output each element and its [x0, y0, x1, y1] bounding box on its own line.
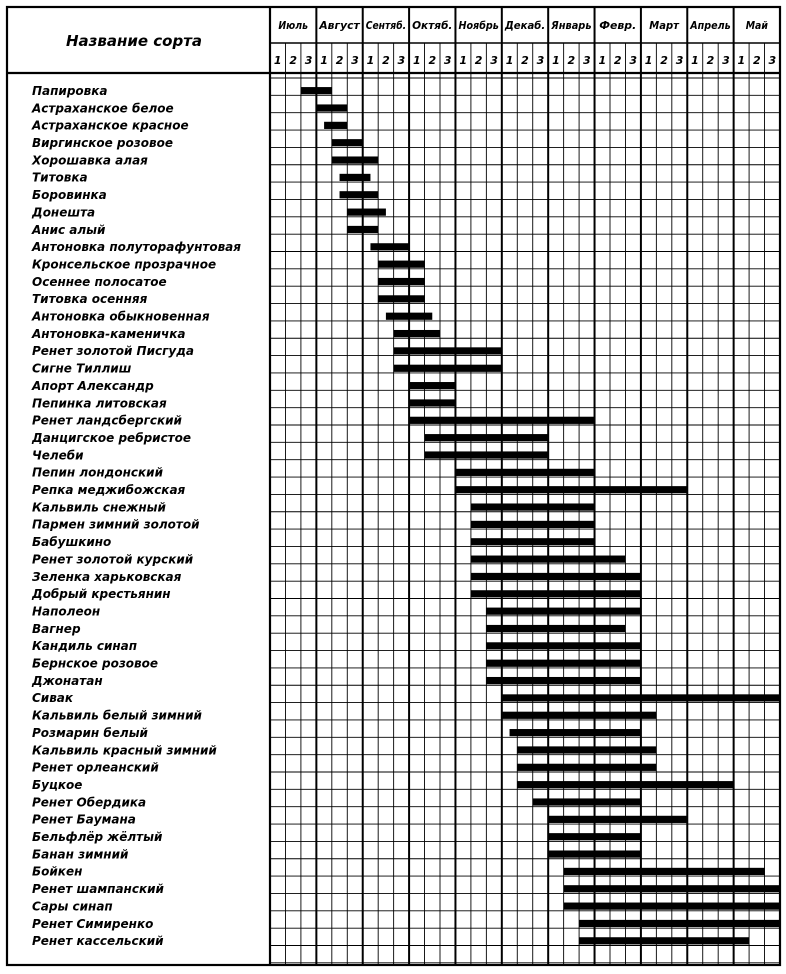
- ripening-bar: [378, 295, 424, 302]
- variety-name: Ренет Баумана: [32, 812, 136, 827]
- variety-name: Кальвиль красный зимний: [32, 743, 217, 758]
- month-label: Май: [745, 20, 769, 32]
- variety-name: Ренет золотой Писгуда: [32, 344, 194, 359]
- variety-name: Виргинское розовое: [32, 136, 173, 151]
- variety-name: Сивак: [32, 691, 74, 706]
- month-label: Июль: [278, 20, 309, 32]
- variety-name: Антоновка-каменичка: [32, 326, 186, 341]
- dekade-label: 3: [397, 54, 406, 67]
- dekade-label: 1: [459, 54, 468, 67]
- month-label: Ноябрь: [458, 20, 500, 32]
- dekade-label: 1: [737, 54, 746, 67]
- ripening-bar: [378, 261, 424, 268]
- month-label: Февр.: [599, 20, 637, 32]
- dekade-label: 3: [582, 54, 591, 67]
- dekade-label: 2: [289, 54, 298, 67]
- variety-name: Астраханское красное: [32, 118, 189, 133]
- ripening-bar: [579, 920, 780, 927]
- dekade-label: 1: [366, 54, 375, 67]
- variety-name: Джонатан: [32, 673, 103, 688]
- ripening-bar: [340, 191, 379, 198]
- dekade-label: 1: [691, 54, 699, 67]
- dekade-label: 3: [443, 54, 452, 67]
- ripening-bar: [370, 243, 409, 250]
- variety-name: Ренет золотой курский: [32, 552, 194, 567]
- dekade-label: 2: [660, 54, 668, 67]
- variety-name: Анис алый: [32, 222, 106, 237]
- variety-name: Бельфлёр жёлтый: [32, 830, 163, 845]
- variety-name: Боровинка: [32, 188, 107, 203]
- dekade-label: 3: [629, 54, 638, 67]
- month-label: Январь: [550, 20, 592, 32]
- variety-name: Пепин лондонский: [32, 465, 163, 480]
- variety-name: Ренет ландсбергский: [32, 413, 182, 428]
- variety-name: Апорт Александр: [32, 378, 154, 393]
- ripening-bar: [409, 382, 455, 389]
- ripening-bar: [471, 590, 641, 597]
- ripening-bar: [409, 399, 455, 406]
- variety-name: Донешта: [32, 205, 96, 220]
- variety-name: Бабушкино: [32, 535, 112, 550]
- ripening-bar: [579, 937, 749, 944]
- dekade-label: 3: [768, 54, 777, 67]
- ripening-bar: [471, 573, 641, 580]
- month-label: Август: [318, 20, 361, 32]
- dekade-label: 2: [521, 54, 529, 67]
- dekade-label: 1: [552, 54, 560, 67]
- dekade-label: 3: [536, 54, 545, 67]
- variety-name: Сигне Тиллиш: [32, 361, 132, 376]
- variety-name: Кальвиль снежный: [32, 500, 166, 515]
- ripening-bar: [486, 625, 625, 632]
- ripening-bar: [548, 816, 687, 823]
- month-label: Октяб.: [412, 20, 453, 32]
- variety-name: Осеннее полосатое: [32, 274, 167, 289]
- variety-name: Ренет кассельский: [32, 934, 164, 949]
- ripening-bar: [455, 469, 594, 476]
- bars-layer: [301, 87, 780, 944]
- variety-name: Ренет Симиренко: [32, 916, 154, 931]
- dekade-label: 2: [335, 54, 344, 67]
- ripening-bar: [394, 330, 440, 337]
- variety-name: Ренет орлеанский: [32, 760, 159, 775]
- dekade-label: 2: [382, 54, 390, 67]
- dekade-label: 2: [428, 54, 437, 67]
- variety-name: Ренет шампанский: [32, 882, 164, 897]
- dekade-label: 3: [675, 54, 684, 67]
- month-label: Декаб.: [503, 20, 546, 32]
- variety-name: Ренет Обердика: [32, 795, 147, 810]
- dekade-label: 3: [490, 54, 498, 67]
- dekade-label: 2: [752, 54, 761, 67]
- dekade-label: 2: [706, 54, 715, 67]
- ripening-bar: [340, 174, 371, 181]
- variety-name: Кандиль синап: [32, 639, 138, 654]
- dekade-label: 1: [273, 54, 282, 67]
- variety-name: Папировка: [32, 83, 108, 98]
- variety-name: Пепинка литовская: [32, 396, 167, 411]
- variety-name: Добрый крестьянин: [32, 587, 171, 602]
- text-layer: [31, 20, 776, 948]
- variety-name: Хорошавка алая: [32, 153, 148, 168]
- ripening-bar: [455, 486, 687, 493]
- dekade-label: 3: [304, 54, 313, 67]
- ripening-bar: [324, 122, 347, 129]
- variety-name: Банан зимний: [32, 847, 129, 862]
- dekade-label: 3: [351, 54, 359, 67]
- variety-name: Астраханское белое: [32, 101, 174, 116]
- month-label: Апрель: [689, 20, 731, 32]
- dekade-label: 1: [644, 54, 653, 67]
- variety-name: Бернское розовое: [32, 656, 159, 671]
- variety-name: Кронсельское прозрачное: [32, 257, 217, 272]
- dekade-label: 1: [598, 54, 607, 67]
- ripening-bar: [510, 729, 641, 736]
- variety-name: Репка меджибожская: [32, 483, 186, 498]
- variety-name: Бойкен: [32, 864, 83, 879]
- dekade-label: 1: [505, 54, 514, 67]
- variety-name: Розмарин белый: [32, 725, 148, 740]
- variety-name: Наполеон: [32, 604, 101, 619]
- variety-name: Челеби: [32, 448, 84, 463]
- variety-name: Сары синап: [32, 899, 113, 914]
- variety-name: Антоновка обыкновенная: [32, 309, 210, 324]
- variety-name: Титовка осенняя: [32, 292, 148, 307]
- variety-name: Антоновка полуторафунтовая: [32, 240, 241, 255]
- dekade-label: 2: [567, 54, 576, 67]
- variety-column-title: Название сорта: [65, 32, 203, 50]
- ripening-bar: [378, 278, 424, 285]
- dekade-label: 2: [613, 54, 622, 67]
- variety-name: Данцигское ребристое: [32, 430, 192, 445]
- variety-name: Вагнер: [32, 621, 81, 636]
- variety-name: Пармен зимний золотой: [32, 517, 200, 532]
- variety-name: Кальвиль белый зимний: [32, 708, 202, 723]
- dekade-label: 1: [412, 54, 421, 67]
- variety-name: Буцкое: [32, 777, 83, 792]
- variety-name: Зеленка харьковская: [32, 569, 182, 584]
- dekade-label: 2: [474, 54, 483, 67]
- month-label: Сентяб.: [365, 20, 407, 32]
- variety-name: Титовка: [32, 170, 88, 185]
- dekade-label: 3: [722, 54, 730, 67]
- ripening-bar: [517, 746, 656, 753]
- month-label: Март: [649, 20, 680, 32]
- ripening-bar: [517, 764, 656, 771]
- ripening-bar: [332, 156, 378, 163]
- ripening-bar: [347, 209, 386, 216]
- dekade-label: 1: [320, 54, 328, 67]
